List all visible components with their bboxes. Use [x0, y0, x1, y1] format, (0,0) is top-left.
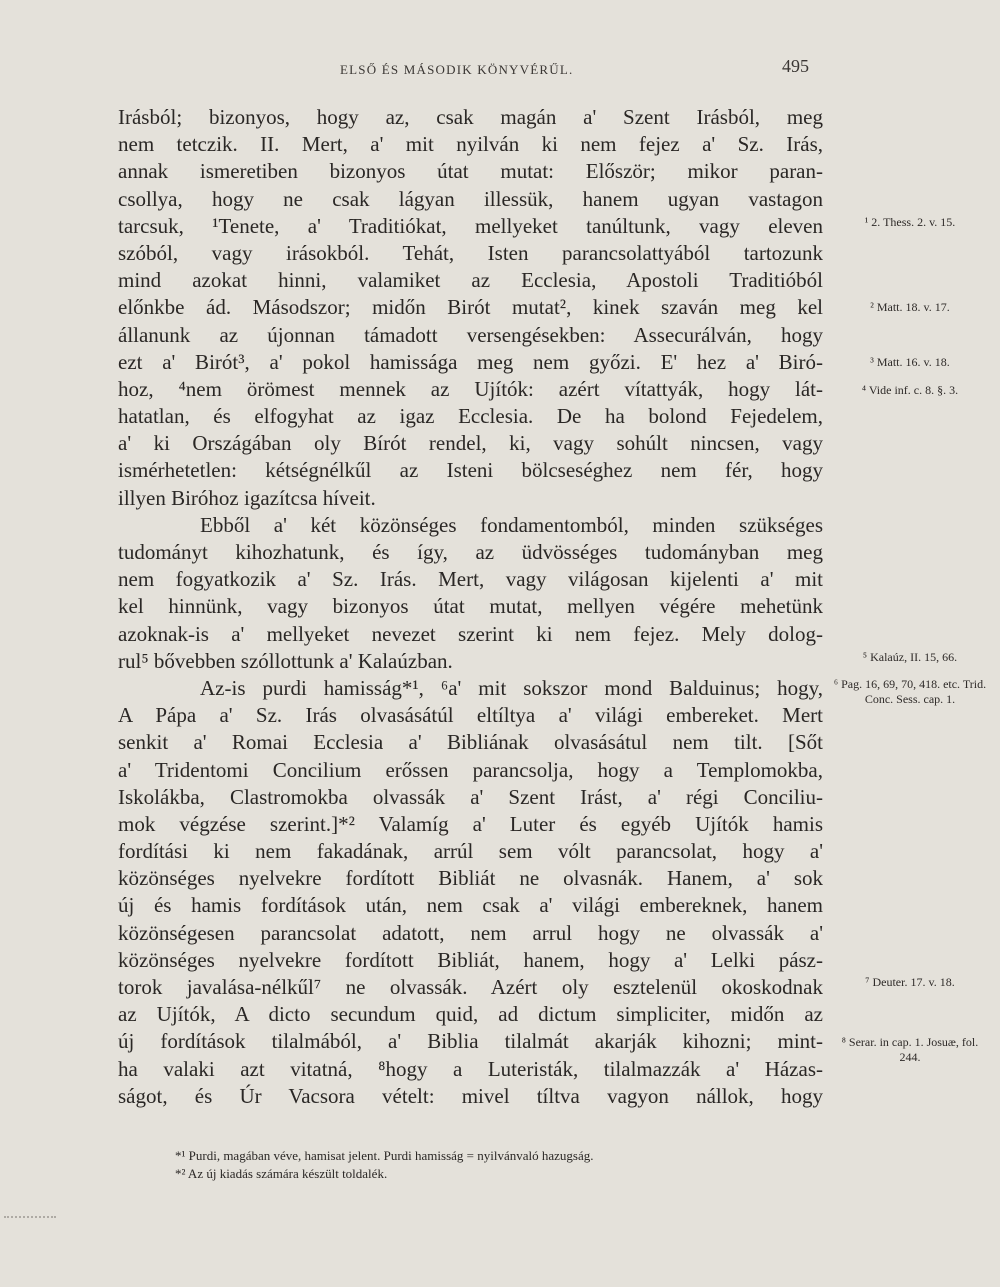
margin-note: ² Matt. 18. v. 17. [870, 300, 950, 314]
text-line: új fordítások tilalmából, a' Biblia tilalmát akarják kihozni; mint- [118, 1029, 823, 1054]
text-line: Az-is purdi hamisság*¹, ⁶a' mit sokszor mond Balduinus; hogy, [200, 675, 823, 700]
text-line: annak ismeretiben bizonyos útat mutat: Először; mikor paran- [118, 159, 823, 184]
text-line: kel hinnünk, vagy bizonyos útat mutat, mellyen végére mehetünk [118, 594, 823, 619]
text-line: közönségesen parancsolat adatott, nem arrul hogy ne olvassák a' [118, 920, 823, 945]
text-line: ismérhetetlen: kétségnélkűl az Isteni bölcseséghez nem fér, hogy [118, 458, 823, 483]
text-line: állanunk az újonnan támadott versengésekben: Assecurálván, hogy [118, 322, 823, 347]
margin-note: ⁵ Kalaúz, II. 15, 66. [862, 650, 958, 664]
text-line: csollya, hogy ne csak lágyan illessük, hanem ugyan vastagon [118, 186, 823, 211]
text-line: rul⁵ bővebben szóllottunk a' Kalaúzban. [118, 648, 453, 673]
text-line: fordítási ki nem fakadának, arrúl sem vólt parancsolat, hogy a' [118, 839, 823, 864]
text-line: tarcsuk, ¹Tenete, a' Traditiókat, mellyeket tanúltunk, vagy eleven [118, 213, 823, 238]
text-line: közönséges nyelvekre fordított Bibliát ne olvasnák. Hanem, a' sok [118, 866, 823, 891]
scan-smudge [4, 1216, 56, 1221]
text-line: közönséges nyelvekre fordított Bibliát, hanem, hogy a' Lelki pász- [118, 947, 823, 972]
text-line: ságot, és Úr Vacsora vételt: mivel tíltva vagyon nállok, hogy [118, 1083, 823, 1108]
text-line: illyen Biróhoz igazítcsa híveit. [118, 485, 376, 510]
margin-note: ⁸ Serar. in cap. 1. Josuæ, fol. 244. [841, 1035, 979, 1064]
margin-note: ⁴ Vide inf. c. 8. §. 3. [861, 383, 959, 397]
text-line: mok végzése szerint.]*² Valamíg a' Luter és egyéb Ujítók hamis [118, 811, 823, 836]
text-line: szóból, vagy irásokból. Tehát, Isten parancsolattyából tartozunk [118, 240, 823, 265]
text-line: nem fogyatkozik a' Sz. Irás. Mert, vagy világosan kijelenti a' mit [118, 567, 823, 592]
text-line: azoknak-is a' mellyeket nevezet szerint ki nem fejez. Mely dolog- [118, 621, 823, 646]
text-line: a' ki Országában oly Bírót rendel, ki, vagy sohúlt nincsen, vagy [118, 431, 823, 456]
text-line: nem tetczik. II. Mert, a' mit nyilván ki nem fejez a' Sz. Irás, [118, 132, 823, 157]
text-line: hoz, ⁴nem örömest mennek az Ujítók: azért vítattyák, hogy lát- [118, 376, 823, 401]
footnote: *² Az új kiadás számára készült toldalék. [175, 1166, 388, 1181]
text-line: torok javalása-nélkűl⁷ ne olvassák. Azért oly esztelenül okoskodnak [118, 975, 823, 999]
text-line: az Ujítók, A dicto secundum quid, ad dictum simpliciter, midőn az [118, 1002, 823, 1027]
text-line: hatatlan, és elfogyhat az igaz Ecclesia. De ha bolond Fejedelem, [118, 404, 823, 429]
margin-note: ¹ 2. Thess. 2. v. 15. [864, 215, 956, 229]
text-line: a' Tridentomi Concilium erőssen parancsolja, hogy a Templomokba, [118, 757, 823, 782]
text-line: Ebből a' két közönséges fondamentomból, minden szükséges [200, 512, 823, 537]
margin-note: ⁶ Pag. 16, 69, 70, 418. etc. Trid. Conc. Sess. cap. 1. [833, 677, 987, 706]
text-line: előnkbe ád. Másodszor; midőn Birót mutat², kinek szaván meg kel [118, 295, 823, 320]
text-line: új és hamis fordítások után, nem csak a' világi embereknek, hanem [118, 893, 823, 918]
main-text-column [118, 104, 823, 1110]
text-line: Irásból; bizonyos, hogy az, csak magán a' Szent Irásból, meg [118, 105, 823, 129]
text-line: A Pápa a' Sz. Irás olvasásátúl eltíltya a' világi embereket. Mert [118, 703, 823, 728]
text-line: tudományt kihozhatunk, és így, az üdvösséges tudományban meg [118, 540, 823, 564]
footnotes-block [175, 1147, 815, 1183]
text-line: mind azokat hinni, valamiket az Ecclesia, Apostoli Traditióból [118, 268, 823, 293]
text-line: senkit a' Romai Ecclesia a' Bibliának olvasásátul nem tilt. [Sőt [118, 730, 823, 755]
page-number: 495 [782, 56, 809, 76]
running-title: ELSŐ ÉS MÁSODIK KÖNYVÉRŰL. [340, 62, 574, 77]
footnote: *¹ Purdi, magában véve, hamisat jelent. Purdi hamisság = nyilvánvaló hazugság. [175, 1148, 594, 1163]
text-line: Iskolákba, Clastromokba olvassák a' Szent Irást, a' régi Conciliu- [118, 784, 823, 809]
margin-note: ⁷ Deuter. 17. v. 18. [865, 975, 955, 989]
margin-note: ³ Matt. 16. v. 18. [870, 355, 950, 369]
text-line: ha valaki azt vitatná, ⁸hogy a Luteristák, tilalmazzák a' Házas- [118, 1056, 823, 1081]
text-line: ezt a' Birót³, a' pokol hamissága meg nem győzi. E' hez a' Biró- [118, 349, 823, 374]
